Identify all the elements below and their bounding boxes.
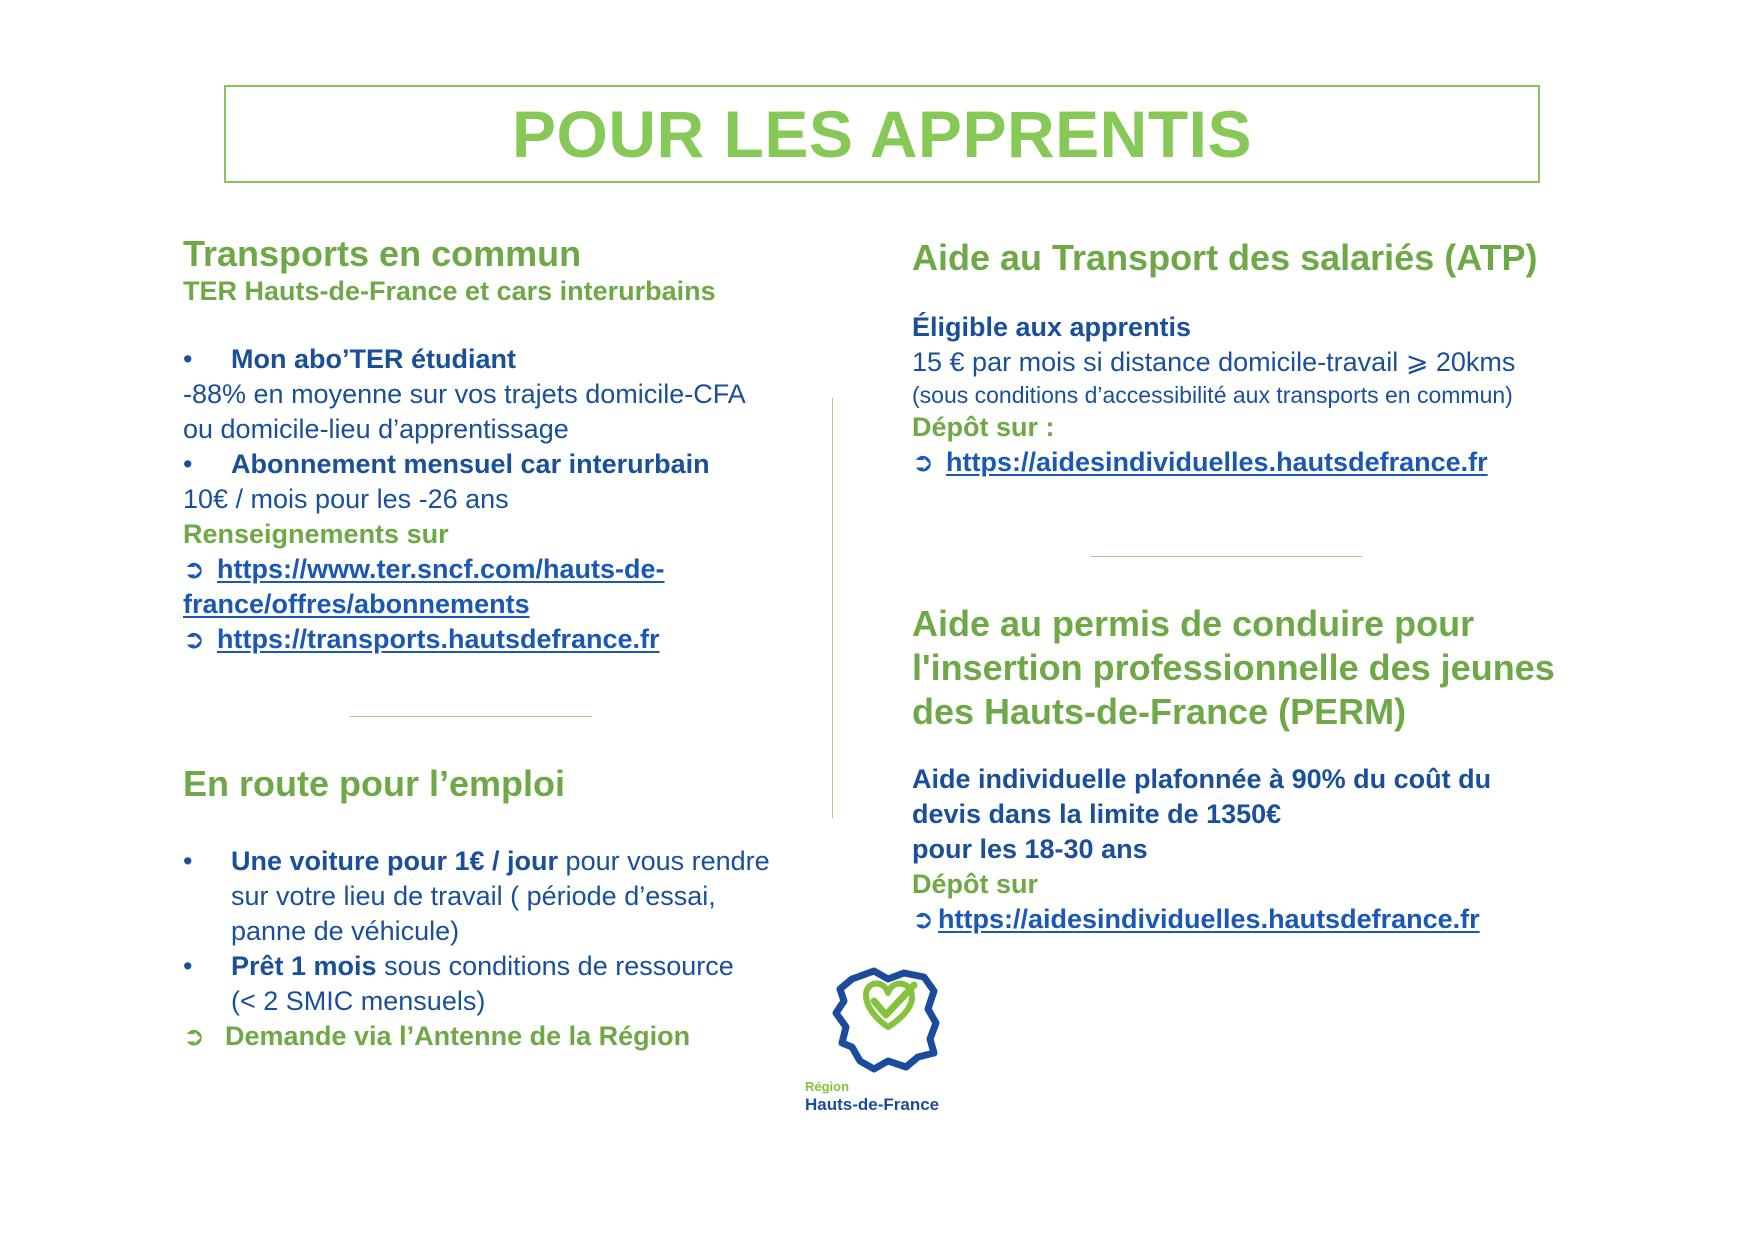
pret-bold: Prêt 1 mois xyxy=(231,951,377,981)
perm-depot: Dépôt sur xyxy=(912,869,1039,899)
atp-link-row xyxy=(912,445,1632,480)
atp-conditions: (sous conditions d’accessibilité aux transports en commun) xyxy=(912,382,1513,408)
perm-heading-line2: l'insertion professionnelle des jeunes xyxy=(912,647,1555,688)
bullet-abo-ter xyxy=(183,342,823,377)
perm-heading-line1: Aide au permis de conduire pour xyxy=(912,603,1475,644)
voiture-rest: pour vous rendre xyxy=(558,846,770,876)
demande-text: Demande via l’Antenne de la Région xyxy=(225,1021,691,1051)
perm-heading-line3: des Hauts-de-France (PERM) xyxy=(912,691,1407,732)
atp-link[interactable]: https://aidesindividuelles.hautsdefrance.fr xyxy=(946,447,1488,477)
emploi-item-voiture xyxy=(183,844,833,879)
ter-link-row2 xyxy=(183,587,823,622)
transports-subheading: TER Hauts-de-France et cars interurbains xyxy=(183,276,716,306)
atp-depot: Dépôt sur : xyxy=(912,412,1055,442)
bullet-abonnement-car-title: Abonnement mensuel car interurbain xyxy=(231,449,710,479)
renseignements-label: Renseignements sur xyxy=(183,519,449,549)
bullet-abo-ter-title: Mon abo’TER étudiant xyxy=(231,344,516,374)
ter-link-row xyxy=(183,552,823,587)
transports-section xyxy=(183,232,823,657)
bullet-dot: • xyxy=(183,344,193,374)
transports-link[interactable]: https://transports.hautsdefrance.fr xyxy=(217,624,660,654)
ter-link-part1[interactable]: https://www.ter.sncf.com/hauts-de- xyxy=(217,554,665,584)
title-box xyxy=(224,85,1540,183)
page-title: POUR LES APPRENTIS xyxy=(512,97,1252,171)
atp-heading: Aide au Transport des salariés (ATP) xyxy=(912,237,1538,278)
pret-rest: sous conditions de ressource xyxy=(376,951,734,981)
transports-link-row xyxy=(183,622,823,657)
atp-eligible: Éligible aux apprentis xyxy=(912,312,1192,342)
abonnement-car-line1: 10€ / mois pour les -26 ans xyxy=(183,484,509,514)
perm-link[interactable]: https://aidesindividuelles.hautsdefrance.fr xyxy=(938,904,1480,934)
arrow-right-icon: ➲ xyxy=(912,904,934,934)
voiture-bold: Une voiture pour 1€ / jour xyxy=(231,846,559,876)
perm-section xyxy=(912,602,1652,937)
region-heart-map-icon xyxy=(822,965,952,1075)
bullet-dot: • xyxy=(183,449,193,479)
column-divider xyxy=(832,398,833,818)
transports-heading: Transports en commun xyxy=(183,233,582,274)
voiture-line3: panne de véhicule) xyxy=(231,916,460,946)
arrow-right-icon: ➲ xyxy=(183,1021,205,1051)
region-logo xyxy=(800,965,970,1125)
left-separator xyxy=(350,716,592,717)
logo-region-text: Région xyxy=(805,1079,850,1094)
arrow-right-icon: ➲ xyxy=(912,447,934,477)
arrow-right-icon: ➲ xyxy=(183,554,205,584)
perm-link-row xyxy=(912,902,1652,937)
emploi-section xyxy=(183,762,833,1054)
ter-link-part2[interactable]: france/offres/abonnements xyxy=(183,589,530,619)
emploi-item-pret xyxy=(183,949,833,984)
abo-ter-line2: ou domicile-lieu d’apprentissage xyxy=(183,414,569,444)
bullet-abonnement-car xyxy=(183,447,823,482)
bullet-dot: • xyxy=(183,951,193,981)
emploi-heading: En route pour l’emploi xyxy=(183,763,566,804)
atp-amount: 15 € par mois si distance domicile-travail ⩾ 20kms xyxy=(912,347,1516,377)
demande-row xyxy=(183,1019,833,1054)
atp-section xyxy=(912,236,1632,480)
perm-aide-line2: devis dans la limite de 1350€ xyxy=(912,799,1282,829)
bullet-dot: • xyxy=(183,846,193,876)
arrow-right-icon: ➲ xyxy=(183,624,205,654)
perm-aide-line3: pour les 18-30 ans xyxy=(912,834,1148,864)
perm-aide-line1: Aide individuelle plafonnée à 90% du coût du xyxy=(912,764,1492,794)
logo-hdf-text: Hauts-de-France xyxy=(805,1095,940,1114)
right-separator xyxy=(1090,556,1362,557)
voiture-line2: sur votre lieu de travail ( période d’essai, xyxy=(231,881,716,911)
abo-ter-line1: -88% en moyenne sur vos trajets domicile-CFA xyxy=(183,379,746,409)
pret-line2: (< 2 SMIC mensuels) xyxy=(231,986,486,1016)
